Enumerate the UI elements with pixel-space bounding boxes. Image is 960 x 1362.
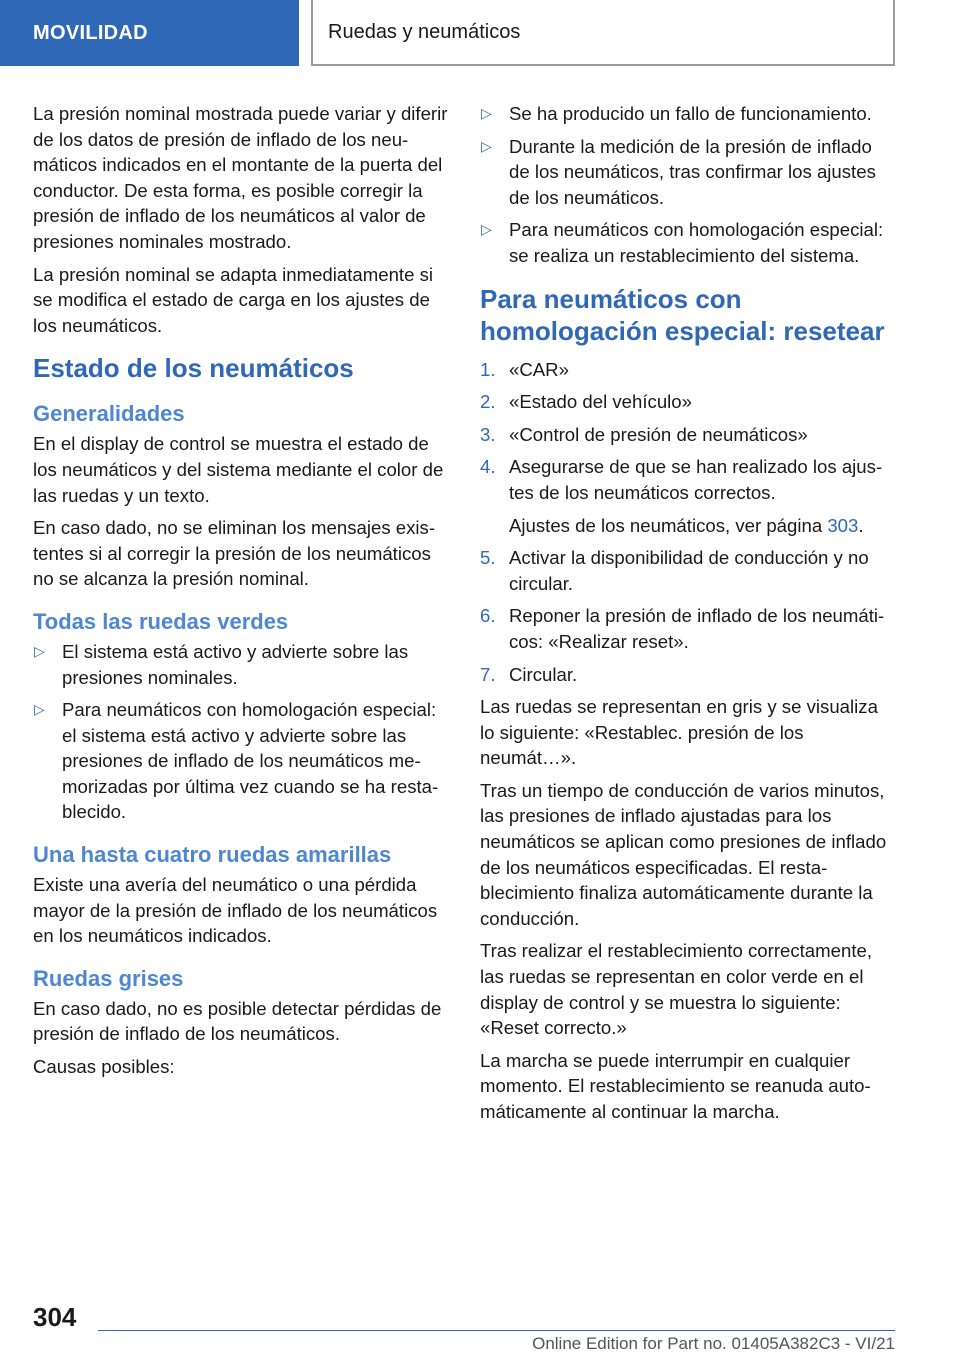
edition-footer: Online Edition for Part no. 01405A382C3 - VI/21 — [532, 1334, 895, 1353]
step-subnote — [509, 513, 896, 539]
list-item — [33, 639, 449, 690]
heading-verdes: Todas las ruedas verdes — [33, 608, 289, 634]
chapter-tab — [311, 0, 895, 66]
paragraph: Tras un tiempo de conducción de varios minutos, las presiones de inflado ajustadas para los neumáticos se aplican como presiones de inflado de los neumáticos especificadas. El restablecimiento finaliza automáticamente durante la conducción. — [480, 779, 887, 929]
heading-amarillas: Una hasta cuatro ruedas amarillas — [33, 842, 392, 868]
bullet-list — [480, 101, 896, 269]
step-text: «CAR» — [509, 358, 569, 380]
list-item — [480, 217, 896, 268]
paragraph: La presión nominal mostrada puede variar y diferir de los datos de presión de inflado de los neumáticos indicados en el montante de la puerta del conductor. De esta forma, es posible corregir la presión de inflado de los neumáticos al valor de presiones nominales mostrado. — [33, 103, 448, 252]
paragraph: La presión nominal se adapta inmediatamente si se modifica el estado de carga en los ajustes de los neumáticos. — [33, 263, 434, 336]
section-tab — [0, 0, 299, 66]
step-text: Activar la disponibilidad de conducción y no circular. — [509, 547, 869, 594]
step-number: 1. — [480, 358, 496, 380]
list-item-text: Durante la medición de la presión de inflado de los neumáticos, tras confirmar los ajustes de los neumáticos. — [509, 135, 876, 208]
step-number: 4. — [480, 456, 496, 478]
subnote-text: Ajustes de los neumáticos, ver página — [509, 514, 828, 536]
step-item — [480, 389, 896, 415]
footer-divider — [98, 1330, 895, 1331]
triangle-bullet-icon: ▷ — [481, 105, 492, 121]
step-item — [480, 545, 896, 596]
paragraph: Las ruedas se representan en gris y se visualiza lo siguiente: «Restablec. presión de los neumát…». — [480, 696, 878, 769]
heading-reset: Para neumáticos con homologación especial: resetear — [480, 283, 885, 346]
heading-grises: Ruedas grises — [33, 965, 184, 991]
step-item — [480, 662, 896, 688]
step-text: «Estado del vehículo» — [509, 391, 692, 413]
right-column — [480, 101, 896, 1132]
section-title: MOVILIDAD — [33, 21, 148, 44]
triangle-bullet-icon: ▷ — [34, 642, 45, 659]
triangle-bullet-icon: ▷ — [481, 137, 492, 154]
paragraph: En caso dado, no se eliminan los mensajes existentes si al corregir la presión de los neumáticos no se alcanza la presión nominal. — [33, 517, 436, 590]
paragraph: Existe una avería del neumático o una pérdida mayor de la presión de inflado de los neumáticos en los neumáticos indicados. — [33, 874, 438, 947]
chapter-title: Ruedas y neumáticos — [328, 20, 521, 43]
step-number: 6. — [480, 605, 496, 627]
step-text: Circular. — [509, 663, 578, 685]
list-item-text: Se ha producido un fallo de funcionamiento. — [509, 103, 872, 124]
step-number: 7. — [480, 663, 496, 685]
step-number: 3. — [480, 423, 496, 445]
step-text: Reponer la presión de inflado de los neumáticos: «Realizar reset». — [509, 605, 885, 652]
list-item-text: El sistema está activo y advierte sobre las presiones nominales. — [62, 640, 409, 688]
list-item — [480, 101, 896, 127]
triangle-bullet-icon: ▷ — [481, 221, 492, 238]
left-column — [33, 101, 449, 1087]
paragraph: En el display de control se muestra el estado de los neumáticos y del sistema mediante el color de las ruedas y un texto. — [33, 433, 444, 506]
list-item — [480, 134, 896, 211]
heading-generalidades: Generalidades — [33, 401, 185, 427]
step-number: 2. — [480, 391, 496, 413]
step-item — [480, 454, 896, 538]
steps-list — [480, 357, 896, 688]
step-item — [480, 357, 896, 383]
paragraph: Tras realizar el restablecimiento correctamente, las ruedas se representan en color verde en el display de control y se muestra lo siguiente: «Reset correcto.» — [480, 940, 872, 1039]
step-text: Asegurarse de que se han realizado los ajustes de los neumáticos correctos. — [509, 456, 883, 503]
subnote-end: . — [858, 514, 864, 536]
list-item — [33, 697, 449, 825]
list-item-text: Para neumáticos con homologación especial: el sistema está activo y advierte sobre las presiones de inflado de los neumáticos memorizadas por última vez cuando se ha restablecido. — [62, 699, 439, 823]
heading-estado: Estado de los neumáticos — [33, 353, 354, 384]
step-item — [480, 422, 896, 448]
paragraph: Causas posibles: — [33, 1056, 175, 1078]
step-text: «Control de presión de neumáticos» — [509, 423, 808, 445]
step-item — [480, 603, 896, 654]
list-item-text: Para neumáticos con homologación especial: se realiza un restablecimiento del sistema. — [509, 219, 884, 266]
triangle-bullet-icon: ▷ — [34, 701, 45, 718]
paragraph: En caso dado, no es posible detectar pérdidas de presión de inflado de los neumáticos. — [33, 997, 442, 1045]
step-number: 5. — [480, 547, 496, 569]
bullet-list — [33, 639, 449, 825]
page-number: 304 — [33, 1302, 77, 1332]
page-link[interactable]: 303 — [827, 514, 859, 536]
paragraph: La marcha se puede interrumpir en cualquier momento. El restablecimiento se reanuda automáticamente al continuar la marcha. — [480, 1049, 871, 1122]
